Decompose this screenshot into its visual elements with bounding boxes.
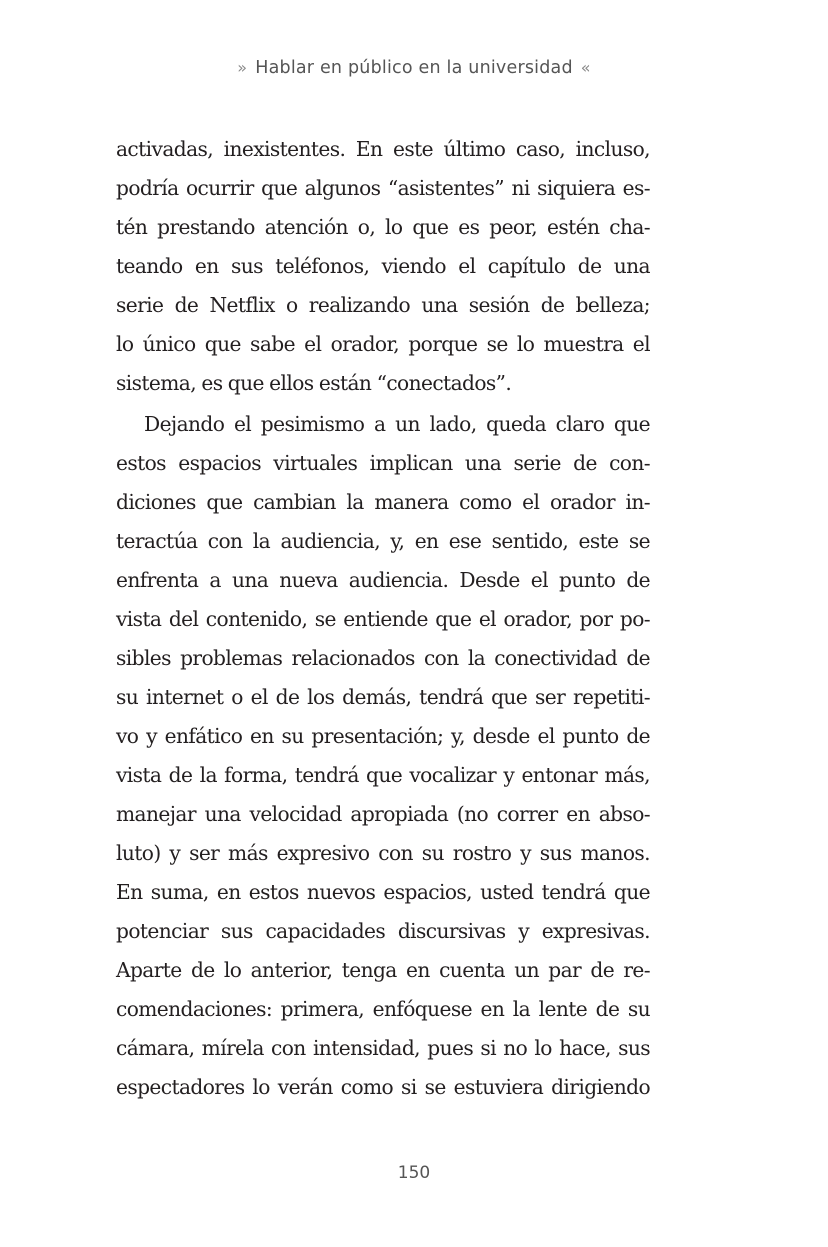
text-line: espectadores lo verán como si se estuviera dirigiendo xyxy=(116,1075,650,1099)
text-line: manejar una velocidad apropiada (no correr en abso- xyxy=(116,802,650,826)
text-line: vista de la forma, tendrá que vocalizar y entonar más, xyxy=(116,763,650,787)
page-number: 150 xyxy=(397,1163,431,1183)
text-line: vo y enfático en su presentación; y, desde el punto de xyxy=(116,724,650,748)
text-line: podría ocurrir que algunos “asistentes” ni siquiera es- xyxy=(116,176,650,200)
text-line: potenciar sus capacidades discursivas y expresivas. xyxy=(116,919,650,943)
text-line: su internet o el de los demás, tendrá que ser repetiti- xyxy=(116,685,650,709)
text-line: cámara, mírela con intensidad, pues si no lo hace, sus xyxy=(116,1036,650,1060)
text-line: comendaciones: primera, enfóquese en la lente de su xyxy=(116,997,650,1021)
text-line: vista del contenido, se entiende que el orador, por po- xyxy=(116,607,650,631)
paragraph-1 xyxy=(116,130,650,403)
text-line: diciones que cambian la manera como el orador in- xyxy=(116,490,650,514)
text-line: Aparte de lo anterior, tenga en cuenta un par de re- xyxy=(116,958,650,982)
running-header xyxy=(0,58,828,78)
paragraph-2 xyxy=(116,405,650,1107)
text-line: enfrenta a una nueva audiencia. Desde el punto de xyxy=(116,568,650,592)
body-text xyxy=(116,130,650,1107)
text-line: sibles problemas relacionados con la conectividad de xyxy=(116,646,650,670)
running-header-title: Hablar en público en la universidad xyxy=(255,58,573,78)
left-chevron-marker: » xyxy=(237,58,248,77)
text-line: Dejando el pesimismo a un lado, queda claro que xyxy=(144,412,650,436)
text-line: activadas, inexistentes. En este último caso, incluso, xyxy=(116,137,650,161)
text-line: luto) y ser más expresivo con su rostro y sus manos. xyxy=(116,841,650,865)
text-line: tén prestando atención o, lo que es peor, estén cha- xyxy=(116,215,650,239)
text-line: estos espacios virtuales implican una serie de con- xyxy=(116,451,650,475)
right-chevron-marker: « xyxy=(580,58,591,77)
text-line: lo único que sabe el orador, porque se lo muestra el xyxy=(116,332,650,356)
text-line: teando en sus teléfonos, viendo el capítulo de una xyxy=(116,254,650,278)
text-line: sistema, es que ellos están “conectados”. xyxy=(116,371,512,395)
text-line: serie de Netflix o realizando una sesión de belleza; xyxy=(116,293,650,317)
text-line: teractúa con la audiencia, y, en ese sentido, este se xyxy=(116,529,650,553)
text-line: En suma, en estos nuevos espacios, usted tendrá que xyxy=(116,880,650,904)
